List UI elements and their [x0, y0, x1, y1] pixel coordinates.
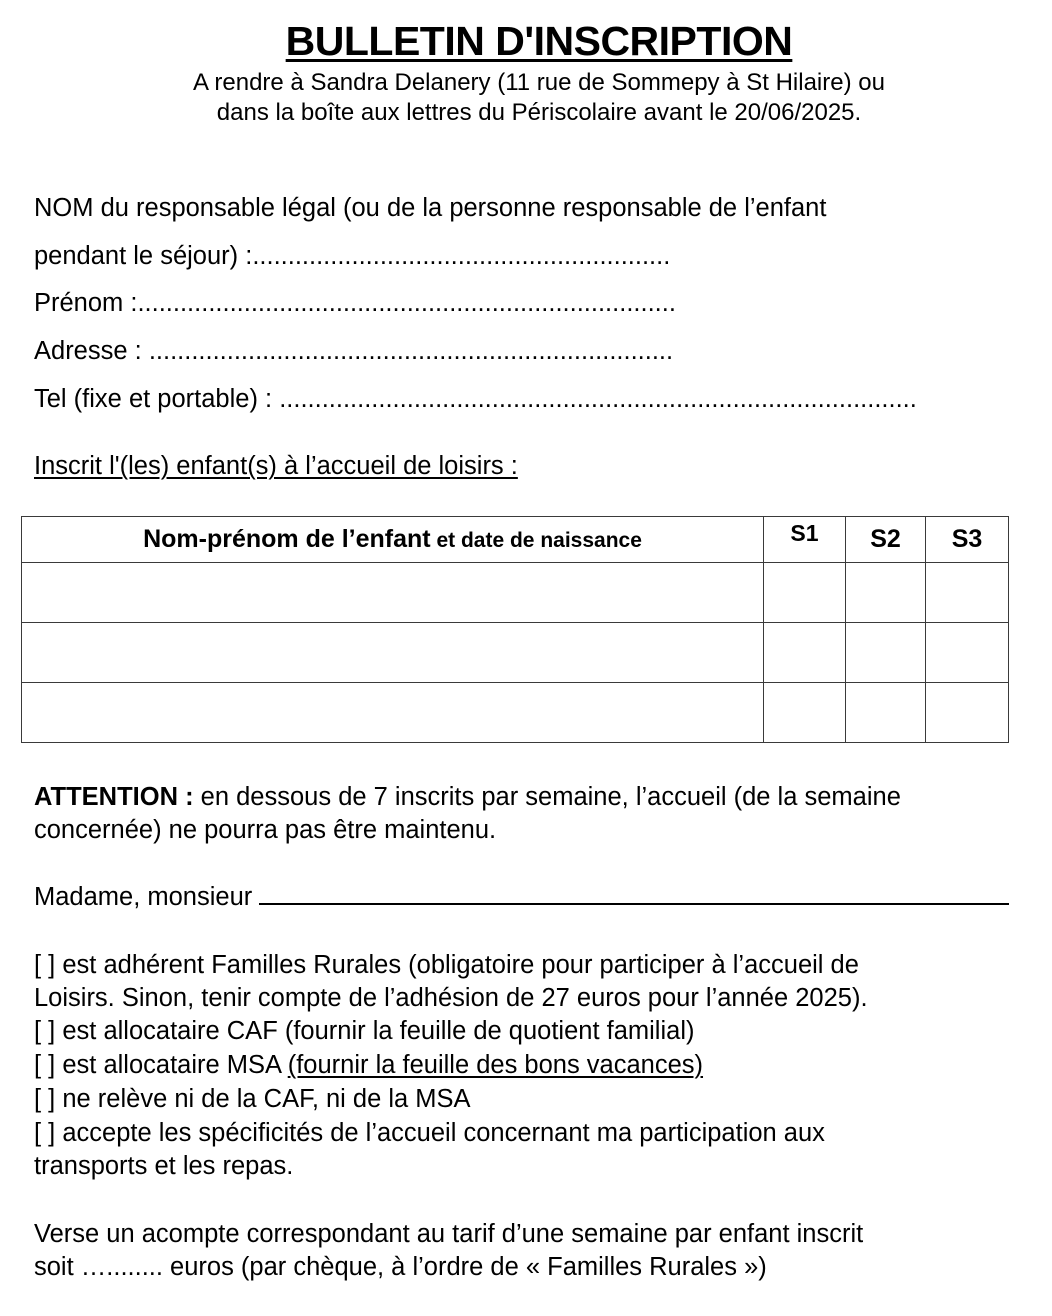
- column-header-s1: S1: [764, 517, 846, 563]
- checkbox[interactable]: [ ]: [34, 951, 56, 979]
- week-s3-cell[interactable]: [926, 563, 1009, 623]
- deposit-amount-dots[interactable]: …........: [80, 1253, 163, 1281]
- guardian-name-label-cont: pendant le séjour) :: [34, 242, 253, 270]
- deposit-prefix: soit: [34, 1253, 81, 1281]
- guardian-phone-label: Tel (fixe et portable) :: [34, 385, 280, 413]
- checkbox-label: est allocataire CAF (fournir la feuille de quotient familial): [55, 1017, 695, 1045]
- checkbox[interactable]: [ ]: [34, 1119, 56, 1147]
- guardian-phone-dots[interactable]: ..........................................................................................: [279, 385, 917, 413]
- checkbox-label-underlined: (fournir la feuille des bons vacances): [287, 1051, 704, 1079]
- return-instructions-line2: dans la boîte aux lettres du Périscolaire avant le 20/06/2025.: [216, 99, 862, 126]
- checkbox-label-cont: transports et les repas.: [34, 1152, 294, 1180]
- enrollment-table: [21, 516, 1009, 743]
- child-name-cell[interactable]: [22, 623, 764, 683]
- deposit-line1: Verse un acompte correspondant au tarif d’une semaine par enfant inscrit: [34, 1220, 864, 1248]
- signature-blank-line[interactable]: [259, 903, 1009, 905]
- attention-notice-line1: [34, 781, 901, 813]
- checkbox-item-neither[interactable]: [34, 1083, 471, 1115]
- column-header-s2: S2: [846, 517, 926, 563]
- attention-text: en dessous de 7 inscrits par semaine, l’accueil (de la semaine: [193, 783, 901, 811]
- week-s3-cell[interactable]: [926, 623, 1009, 683]
- table-row: [22, 563, 1009, 623]
- guardian-address-dots[interactable]: ..........................................................................: [148, 337, 674, 365]
- attention-notice-line2: concernée) ne pourra pas être maintenu.: [34, 816, 497, 844]
- column-header-s3: S3: [926, 517, 1009, 563]
- week-s2-cell[interactable]: [846, 623, 926, 683]
- form-title: BULLETIN D'INSCRIPTION: [285, 18, 793, 64]
- guardian-name-dots[interactable]: ...........................................................: [252, 242, 671, 270]
- guardian-address-label: Adresse :: [34, 337, 149, 365]
- week-s1-cell[interactable]: [764, 683, 846, 743]
- week-s3-cell[interactable]: [926, 683, 1009, 743]
- checkbox-label: accepte les spécificités de l’accueil concernant ma participation aux: [55, 1119, 825, 1147]
- checkbox[interactable]: [ ]: [34, 1051, 56, 1079]
- week-s1-cell[interactable]: [764, 623, 846, 683]
- guardian-name-label: NOM du responsable légal (ou de la personne responsable de l’enfant: [34, 194, 827, 222]
- checkbox-item-msa[interactable]: [34, 1049, 703, 1081]
- guardian-address-field[interactable]: [34, 335, 673, 367]
- week-s2-cell[interactable]: [846, 683, 926, 743]
- guardian-firstname-label: Prénom :: [34, 289, 138, 317]
- checkbox-item-caf[interactable]: [34, 1015, 694, 1047]
- signature-field[interactable]: [34, 881, 1009, 913]
- column-header-child-name: Nom-prénom de l’enfant et date de naissance: [22, 517, 764, 563]
- checkbox[interactable]: [ ]: [34, 1085, 56, 1113]
- guardian-firstname-dots[interactable]: ............................................................................: [137, 289, 676, 317]
- deposit-suffix: euros (par chèque, à l’ordre de « Familles Rurales »): [162, 1253, 767, 1281]
- table-row: [22, 623, 1009, 683]
- table-row: [22, 683, 1009, 743]
- return-instructions-line1: A rendre à Sandra Delanery (11 rue de Sommepy à St Hilaire) ou: [193, 69, 885, 96]
- deposit-line2: [34, 1251, 767, 1283]
- child-name-cell[interactable]: [22, 683, 764, 743]
- enrollment-heading: Inscrit l'(les) enfant(s) à l’accueil de loisirs :: [34, 452, 518, 480]
- guardian-name-field[interactable]: [34, 240, 670, 272]
- week-s1-cell[interactable]: [764, 563, 846, 623]
- guardian-phone-field[interactable]: [34, 383, 917, 415]
- attention-label: ATTENTION :: [34, 783, 194, 811]
- checkbox-label: est adhérent Familles Rurales (obligatoire pour participer à l’accueil de: [55, 951, 859, 979]
- table-header-row: [22, 517, 1009, 563]
- checkbox-item-accept-terms[interactable]: [34, 1117, 825, 1149]
- child-name-cell[interactable]: [22, 563, 764, 623]
- week-s2-cell[interactable]: [846, 563, 926, 623]
- checkbox-label: ne relève ni de la CAF, ni de la MSA: [55, 1085, 471, 1113]
- checkbox-item-familles-rurales[interactable]: [34, 949, 859, 981]
- signature-label: Madame, monsieur: [34, 883, 260, 911]
- checkbox-label-cont: Loisirs. Sinon, tenir compte de l’adhésion de 27 euros pour l’année 2025).: [34, 984, 868, 1012]
- checkbox-label: est allocataire MSA: [55, 1051, 288, 1079]
- guardian-firstname-field[interactable]: [34, 287, 676, 319]
- checkbox[interactable]: [ ]: [34, 1017, 56, 1045]
